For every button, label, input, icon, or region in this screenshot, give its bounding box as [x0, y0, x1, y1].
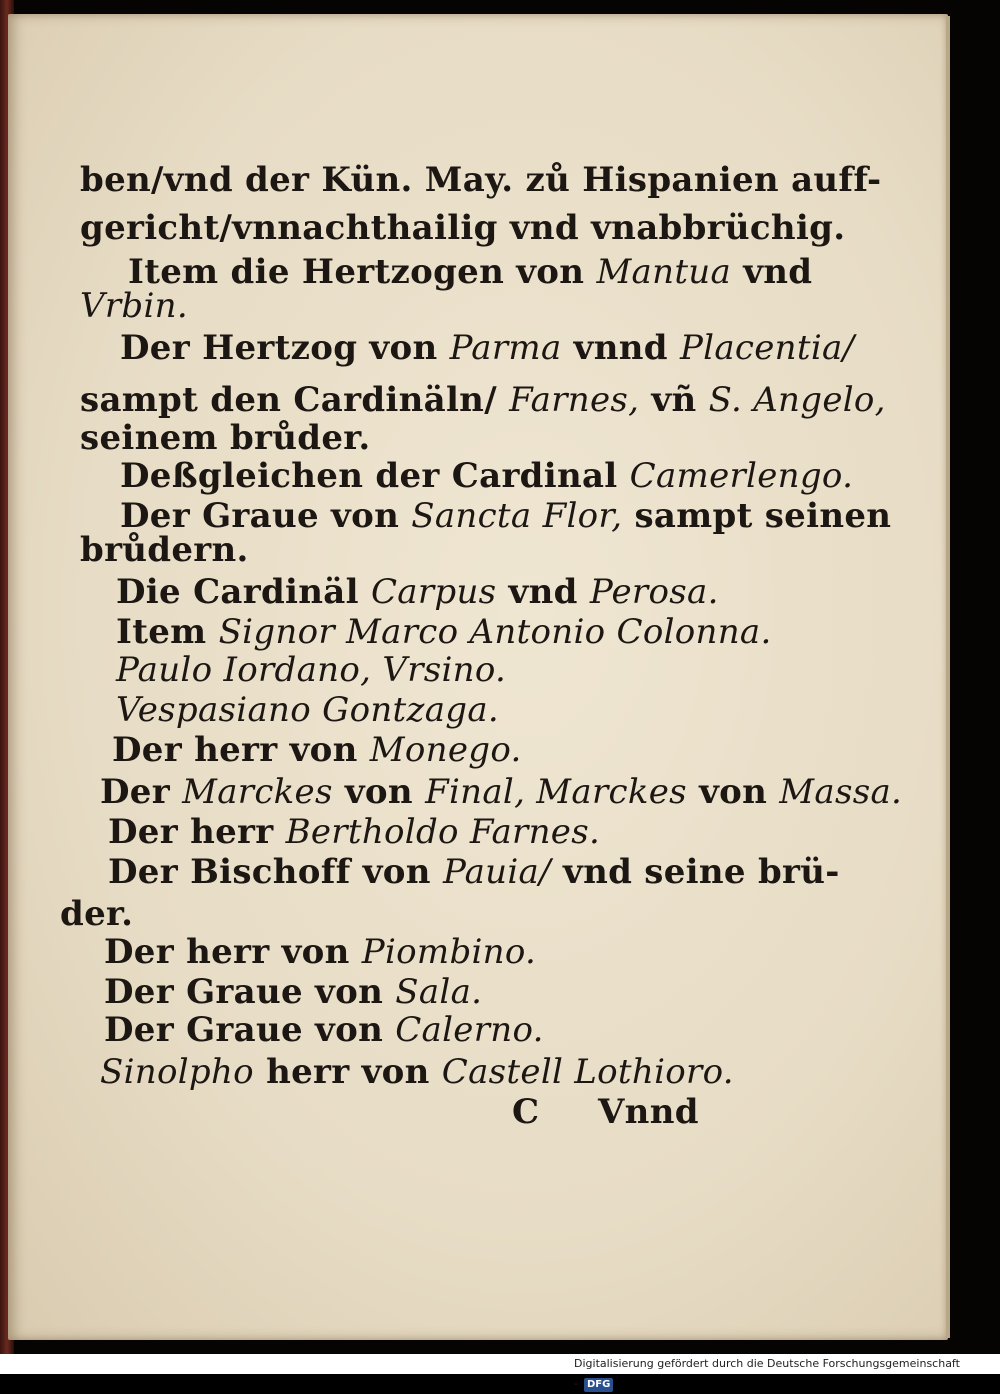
text-line: [108, 852, 840, 892]
blackletter-segment: Item die Hertzogen von: [128, 252, 597, 292]
blackletter-segment: Der herr: [108, 812, 286, 852]
italic-segment: Bertholdo Farnes.: [285, 812, 601, 852]
text-line: [80, 160, 881, 200]
italic-segment: Mantua: [596, 252, 732, 292]
italic-segment: S. Angelo,: [708, 380, 886, 420]
blackletter-segment: Der Graue von: [104, 972, 396, 1012]
blackletter-segment: Der: [100, 772, 183, 812]
italic-segment: Sancta Flor,: [411, 496, 623, 536]
text-line: [116, 572, 719, 612]
page-edge: [946, 16, 950, 1338]
text-line: [116, 690, 499, 730]
italic-segment: Paulo Iordano, Vrsino.: [116, 650, 507, 690]
footer-text: Digitalisierung gefördert durch die Deutsche Forschungsgemeinschaft -: [574, 1357, 960, 1390]
text-line: [108, 812, 600, 852]
text-line: [100, 1052, 734, 1092]
italic-segment: Perosa.: [589, 572, 719, 612]
blackletter-segment: Item: [116, 612, 219, 652]
blackletter-segment: Der Graue von: [104, 1010, 396, 1050]
italic-segment: Parma: [449, 328, 562, 368]
blackletter-segment: Der herr von: [112, 730, 370, 770]
blackletter-segment: Der herr von: [104, 932, 362, 972]
blackletter-segment: von: [332, 772, 426, 812]
blackletter-segment: vñ: [639, 380, 709, 420]
signature-mark: C: [512, 1092, 540, 1132]
italic-segment: Piombino.: [361, 932, 537, 972]
blackletter-segment: Deßgleichen der Cardinal: [120, 456, 630, 496]
italic-segment: Monego.: [369, 730, 522, 770]
italic-segment: Vrbin.: [80, 286, 188, 326]
blackletter-segment: von: [686, 772, 780, 812]
italic-segment: Sinolpho: [100, 1052, 254, 1092]
text-line: [100, 772, 902, 812]
italic-segment: Vespasiano Gontzaga.: [116, 690, 500, 730]
italic-segment: Signor Marco Antonio Colonna.: [218, 612, 772, 652]
dfg-logo-icon: DFG: [584, 1378, 613, 1392]
blackletter-segment: ben/vnd der Kün. May. zů Hispanien auff-: [80, 160, 882, 200]
text-line: [80, 286, 188, 326]
blackletter-segment: herr von: [253, 1052, 442, 1092]
italic-segment: Marckes: [182, 772, 333, 812]
blackletter-segment: brůdern.: [80, 530, 249, 570]
italic-segment: Farnes,: [509, 380, 640, 420]
text-line: [120, 328, 854, 368]
text-line: [104, 1010, 544, 1050]
blackletter-segment: vnnd: [561, 328, 680, 368]
text-line: [116, 612, 772, 652]
text-line: [104, 972, 482, 1012]
blackletter-segment: Der Bischoff von: [108, 852, 443, 892]
italic-segment: Carpus: [370, 572, 497, 612]
blackletter-segment: vnd: [496, 572, 590, 612]
text-line: [80, 208, 845, 248]
blackletter-segment: seinem brůder.: [80, 418, 371, 458]
blackletter-segment: Die Cardinäl: [116, 572, 371, 612]
blackletter-segment: Der Graue von: [120, 496, 412, 536]
blackletter-segment: gericht/vnnachthailig vnd vnabbrüchig.: [80, 208, 846, 248]
text-line: [112, 730, 522, 770]
catchword: Vnnd: [598, 1092, 699, 1132]
text-line: [120, 456, 853, 496]
italic-segment: Camerlengo.: [629, 456, 854, 496]
italic-segment: Calerno.: [395, 1010, 544, 1050]
blackletter-segment: Der Hertzog von: [120, 328, 450, 368]
text-line: [80, 418, 371, 458]
italic-segment: Final, Marckes: [425, 772, 687, 812]
text-line: [80, 380, 886, 420]
funding-footer: [568, 1354, 964, 1390]
text-line: [60, 894, 133, 934]
text-line: [80, 530, 249, 570]
blackletter-segment: sampt den Cardinäln/: [80, 380, 510, 420]
text-line: [128, 252, 812, 292]
text-line: [104, 932, 536, 972]
italic-segment: Massa.: [779, 772, 903, 812]
text-line: [116, 650, 506, 690]
italic-segment: Pauia/: [442, 852, 551, 892]
blackletter-segment: sampt seinen: [622, 496, 892, 536]
blackletter-segment: der.: [60, 894, 134, 934]
italic-segment: Castell Lothioro.: [441, 1052, 734, 1092]
italic-segment: Sala.: [395, 972, 483, 1012]
blackletter-segment: vnd seine brü-: [550, 852, 840, 892]
blackletter-segment: vnd: [731, 252, 813, 292]
italic-segment: Placentia/: [679, 328, 855, 368]
